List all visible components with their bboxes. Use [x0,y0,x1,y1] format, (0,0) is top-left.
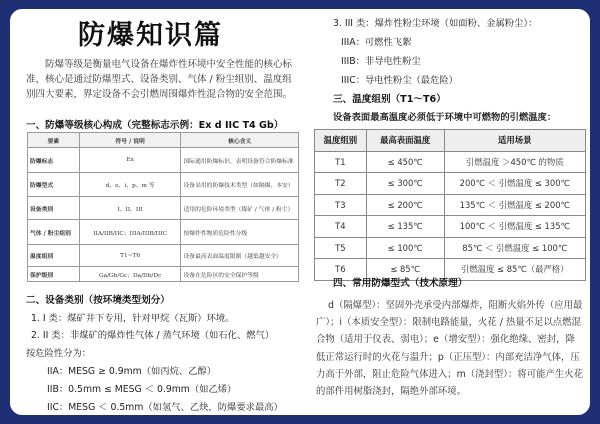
symbol-cell: Ga/Gb/Gc；Da/Db/Dc [79,267,181,282]
temp-cell: ≤ 450℃ [366,151,444,173]
symbol-cell: IIA/IIB/IIC；IIIA/IIIB/IIIC [79,220,181,245]
scene-cell: 85℃ ＜ 引燃温度 ≤ 100℃ [444,237,585,259]
category-item: IIA：MESG ≥ 0.9mm（如丙烷、乙醇） [47,366,217,377]
category-item: 1. I 类：煤矿井下专用，针对甲烷（瓦斯）环境。 [31,313,235,324]
table-row [28,197,299,220]
table-row [28,267,299,282]
table-row [315,173,586,195]
scene-cell: 引燃温度 ≤ 85℃（最严格） [444,259,585,281]
group-cell: T6 [315,259,367,281]
meaning-cell: 国际通用防爆标识，表明设备符合防爆标准 [181,148,299,173]
table-row [315,237,586,259]
table-header-row [315,130,586,152]
element-cell: 保护级别 [28,267,80,282]
element-cell: 温度组别 [28,245,80,267]
temp-cell: ≤ 135℃ [366,216,444,238]
symbol-cell: T1~T6 [79,245,181,267]
header-cell: 核心含义 [181,133,299,148]
meaning-cell: 设备采用的防爆技术类型（如隔爆、本安） [181,173,299,197]
symbol-cell: I、II、III [79,197,181,220]
section1-heading: 一、防爆等级核心构成（完整标志示例：Ex d IIC T4 Gb） [26,120,284,131]
category-item: 3. III 类：爆炸性粉尘环境（如面粉、金属粉尘）： [333,18,538,29]
meaning-cell: 按爆炸性物质危险性分级 [181,220,299,245]
meaning-cell: 设备在危险区的安全保护等级 [181,267,299,282]
section4-body: d（隔爆型）：坚固外壳承受内部爆炸，阻断火焰外传（应用最广）；i（本质安全型）：限制电路能量，火花 / 热量不足以点燃混合物（适用于仪表、弱电）；e（增安型）：强化绝缘、密封，降低正常运行时的火花与温升；p（正压型）：内部充洁净气体，压力高于外部，阻止危险气体进入；m（浇封型）：将可能产生火花的部件用树脂浇封，隔绝外部环境。 [316,300,583,398]
header-cell: 要素 [28,133,80,148]
symbol-cell: d、e、i、p、m 等 [79,173,181,197]
table-row [28,220,299,245]
intro-paragraph: 防爆等级是衡量电气设备在爆炸性环境中安全性能的核心标准，核心是通过防爆型式、设备类别、气体 / 粉尘组别、温度组别四大要素，界定设备不会引燃周围爆炸性混合物的安全范围。 [26,59,293,100]
standard-table [27,132,299,282]
category-item: 按危险性分为： [26,348,92,359]
table-row [315,194,586,216]
table-row [28,148,299,173]
content-card [10,9,590,415]
table-row [315,216,586,238]
temperature-table [314,129,586,281]
symbol-cell: Ex [79,148,181,173]
category-item: IIIA：可燃性飞絮 [341,37,412,48]
group-cell: T1 [315,151,367,173]
element-cell: 防爆型式 [28,173,80,197]
temp-cell: ≤ 100℃ [366,237,444,259]
element-cell: 气体 / 粉尘组别 [28,220,80,245]
scene-cell: 引燃温度 ＞450℃ 的物质 [444,151,585,173]
group-cell: T4 [315,216,367,238]
temp-cell: ≤ 200℃ [366,194,444,216]
section2-heading: 二、设备类别（按环境类型划分） [26,295,170,306]
category-item: IIIB：非导电性粉尘 [341,56,421,67]
temp-cell: ≤ 300℃ [366,173,444,195]
scene-cell: 200℃ ＜ 引燃温度 ≤ 300℃ [444,173,585,195]
table-header-row [28,133,299,148]
category-item: IIC：MESG ＜ 0.5mm（如氢气、乙炔，防爆要求最高） [47,402,283,413]
header-cell: 符号 / 说明 [79,133,181,148]
header-cell: 适用场景 [444,130,585,152]
table-row [28,173,299,197]
scene-cell: 135℃ ＜ 引燃温度 ≤ 200℃ [444,194,585,216]
meaning-cell: 适用的危险环境类型（煤矿 / 气体 / 粉尘） [181,197,299,220]
header-cell: 温度组别 [315,130,367,152]
table-row [315,151,586,173]
page-title: 防爆知识篇 [78,20,223,51]
meaning-cell: 设备最高表面温度限制（越低越安全） [181,245,299,267]
section3-heading: 三、温度组别（T1～T6） [333,94,446,105]
element-cell: 防爆标志 [28,148,80,173]
group-cell: T2 [315,173,367,195]
category-item: IIB：0.5mm ≤ MESG ＜ 0.9mm（如乙烯） [47,384,237,395]
header-cell: 最高表面温度 [366,130,444,152]
section3-subtitle: 设备表面最高温度必须低于环境中可燃物的引燃温度： [333,112,557,123]
temp-cell: ≤ 85℃ [366,259,444,281]
scene-cell: 100℃ ＜ 引燃温度 ≤ 135℃ [444,216,585,238]
category-item: 2. II 类：非煤矿的爆炸性气体 / 蒸气环境（如石化、燃气） [31,330,275,341]
group-cell: T3 [315,194,367,216]
element-cell: 设备类别 [28,197,80,220]
table-row [28,245,299,267]
category-item: IIIC：导电性粉尘（最危险） [341,75,458,86]
section4-heading: 四、常用防爆型式（技术原理） [333,278,468,289]
group-cell: T5 [315,237,367,259]
